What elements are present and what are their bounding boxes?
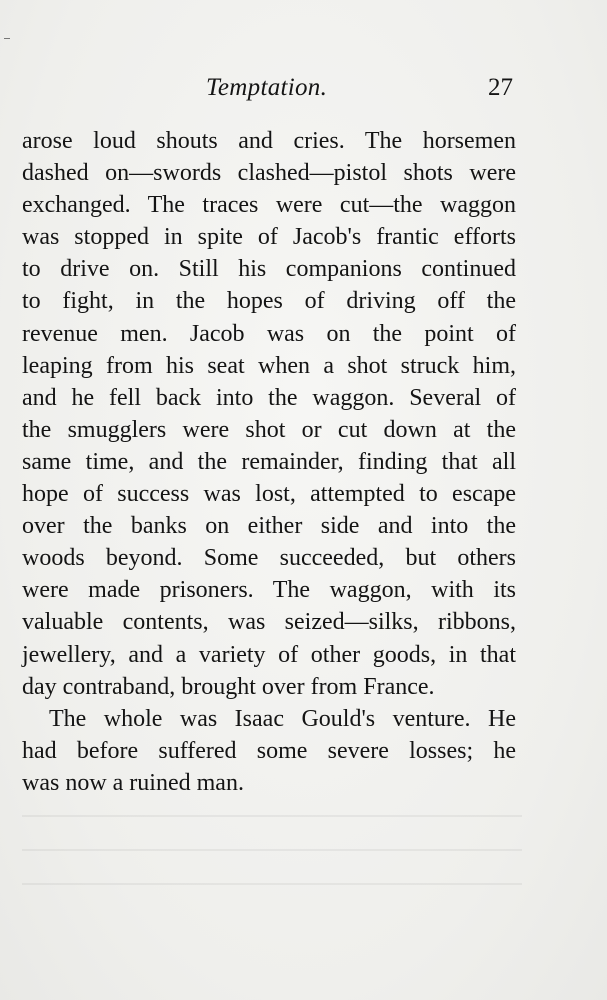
text-line: dashed on—swords clashed—pistol shots were <box>22 160 516 187</box>
running-head: Temptation. <box>206 74 328 101</box>
text-line: were made prisoners. The waggon, with its <box>22 577 516 604</box>
text-line: and he fell back into the waggon. Several of <box>22 384 516 411</box>
paragraph-2 <box>22 703 516 799</box>
text-line: jewellery, and a variety of other goods, in that <box>22 641 516 668</box>
text-line: the smugglers were shot or cut down at the <box>22 416 516 443</box>
text-line: was now a ruined man. <box>22 769 244 796</box>
text-line: The whole was Isaac Gould's venture. He <box>49 705 516 732</box>
text-line: arose loud shouts and cries. The horsemen <box>22 128 516 154</box>
text-line: hope of success was lost, attempted to escape <box>22 481 516 508</box>
text-line: had before suffered some severe losses; he <box>22 737 516 764</box>
text-line: to drive on. Still his companions continued <box>22 256 516 283</box>
text-line: revenue men. Jacob was on the point of <box>22 320 516 347</box>
text-line: day contraband, brought over from France. <box>22 673 435 700</box>
text-line: leaping from his seat when a shot struck him, <box>22 352 516 379</box>
text-line: was stopped in spite of Jacob's frantic efforts <box>22 224 516 251</box>
text-line: valuable contents, was seized—silks, ribbons, <box>22 609 516 636</box>
page-header <box>0 74 607 110</box>
text-line: to fight, in the hopes of driving off the <box>22 288 516 315</box>
text-line: same time, and the remainder, finding that all <box>22 448 516 475</box>
body-text <box>22 125 516 799</box>
page-number: 27 <box>488 74 513 101</box>
paragraph-1 <box>22 125 516 703</box>
text-line: over the banks on either side and into the <box>22 513 516 540</box>
margin-mark <box>4 38 10 39</box>
bleed-through-shadow <box>22 790 522 910</box>
text-line: exchanged. The traces were cut—the waggon <box>22 192 516 219</box>
text-line: woods beyond. Some succeeded, but others <box>22 545 516 572</box>
